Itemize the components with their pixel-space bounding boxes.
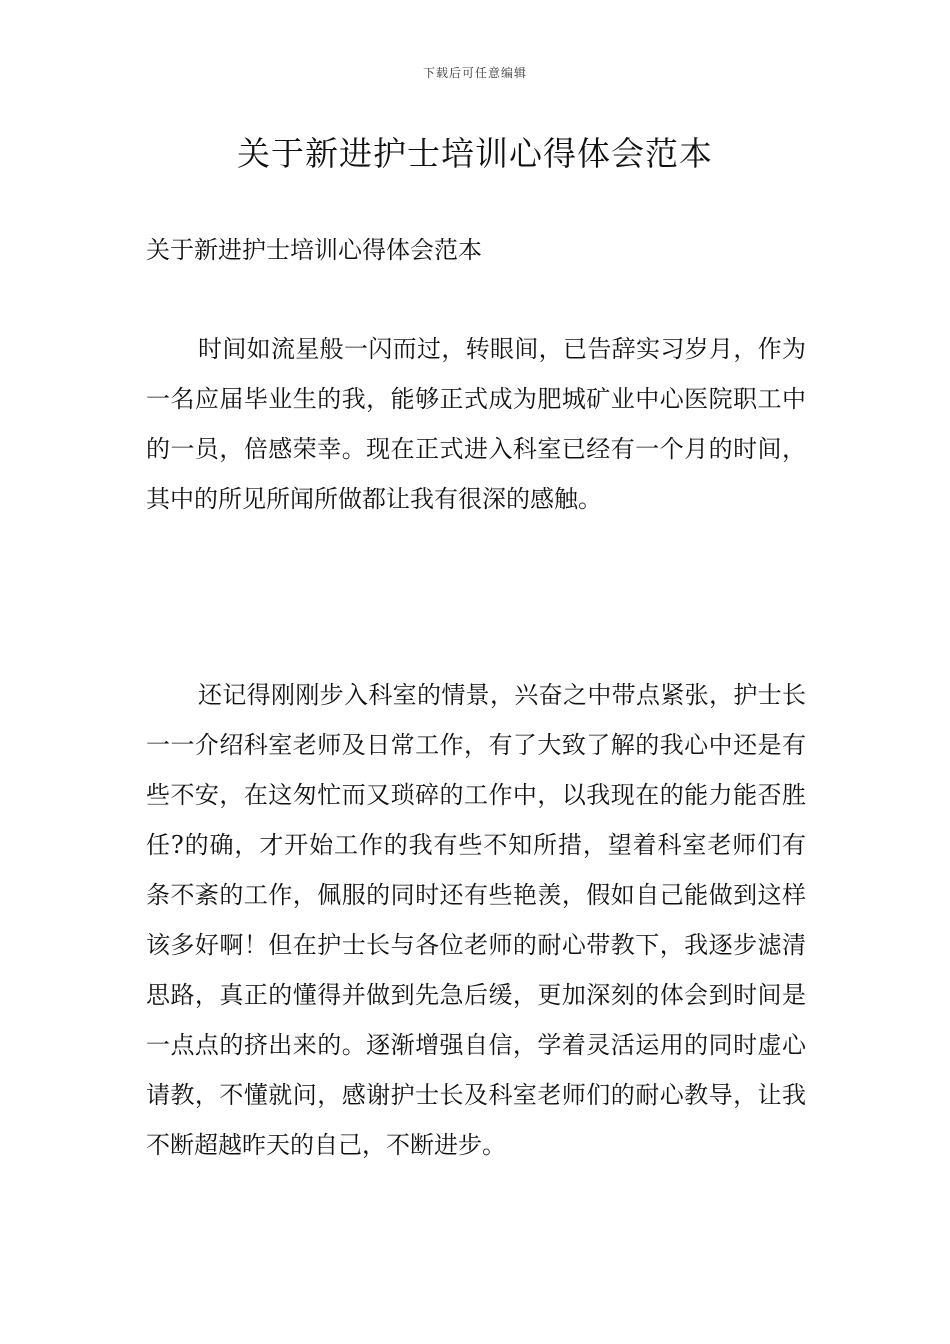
- paragraph-2: 还记得刚刚步入科室的情景，兴奋之中带点紧张，护士长一一介绍科室老师及日常工作，有了大致了解的我心中还是有些不安，在这匆忙而又琐碎的工作中，以我现在的能力能否胜任?的确，才开始工作的我有些不知所措，望着科室老师们有条不紊的工作，佩服的同时还有些艳羡，假如自己能做到这样该多好啊！但在护士长与各位老师的耐心带教下，我逐步滤清思路，真正的懂得并做到先急后缓，更加深刻的体会到时间是一点点的挤出来的。逐渐增强自信，学着灵活运用的同时虚心请教，不懂就问，感谢护士长及科室老师们的耐心教导，让我不断超越昨天的自己，不断进步。: [146, 681, 806, 1159]
- header-note: 下载后可任意编辑: [422, 66, 527, 80]
- paragraph-1: 时间如流星般一闪而过，转眼间，已告辞实习岁月，作为一名应届毕业生的我，能够正式成为肥城矿业中心医院职工中的一员，倍感荣幸。现在正式进入科室已经有一个月的时间，其中的所见所闻所做都让我有很深的感触。: [146, 335, 806, 513]
- document-subtitle: 关于新进护士培训心得体会范本: [146, 236, 482, 264]
- document-title: 关于新进护士培训心得体会范本: [237, 134, 713, 173]
